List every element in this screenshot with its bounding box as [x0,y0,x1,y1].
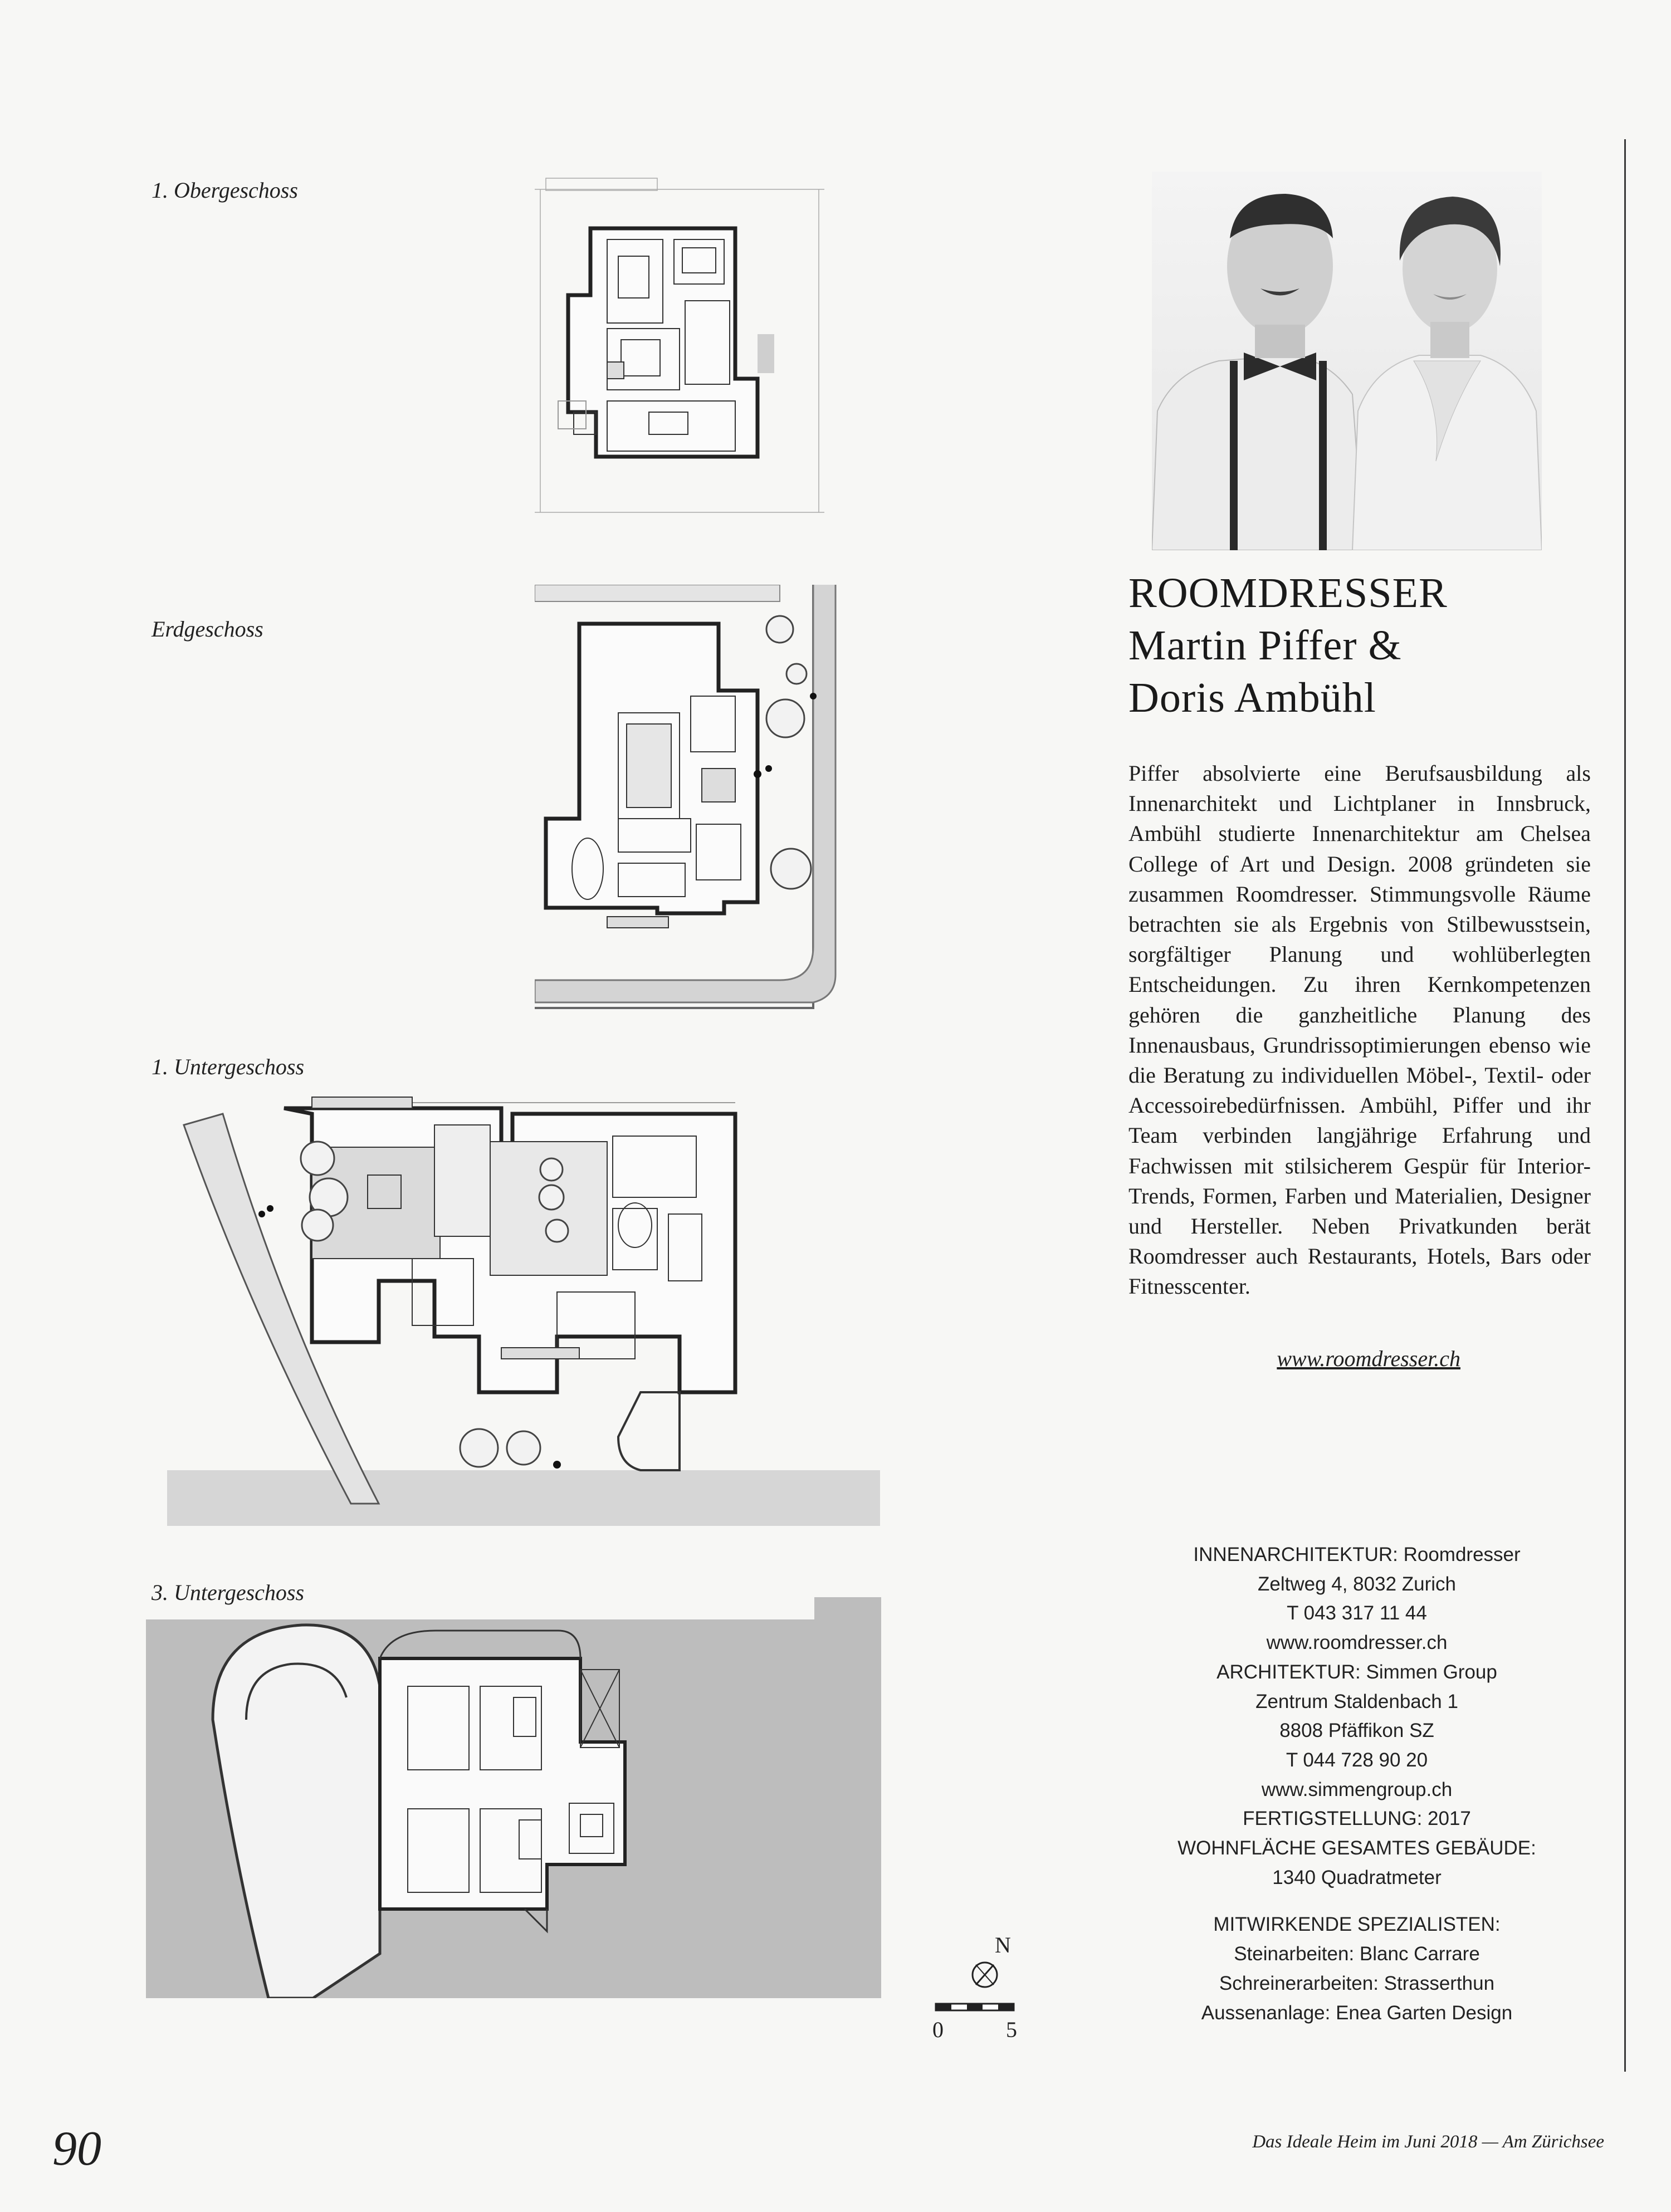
plan-label-basement-3: 3. Untergeschoss [152,1580,305,1605]
credit-line: WOHNFLÄCHE GESAMTES GEBÄUDE: [1177,1837,1536,1859]
specialist-line: Steinarbeiten: Blanc Carrare [1234,1943,1480,1965]
page-edge-rule [1624,139,1626,2072]
specialists-title: MITWIRKENDE SPEZIALISTEN: [1213,1914,1501,1936]
floor-plan-basement-3 [146,1597,881,1998]
publication-footer: Das Ideale Heim im Juni 2018 — Am Zürichsee [1252,2132,1604,2152]
website-link[interactable]: www.roomdresser.ch [1277,1346,1460,1371]
plan-label-upper-floor: 1. Obergeschoss [152,178,298,203]
heading-brand: ROOMDRESSER [1128,570,1448,616]
credit-line: T 044 728 90 20 [1286,1749,1428,1771]
designer-bio-text: Piffer absolvierte eine Berufsausbildung als Innenarchitekt und Lichtplaner in Innsbruck, Ambühl studierte Innenarchitektur am Chelsea College of Art und Design. 2008 gründeten sie zusammen Roomdresser. Stimmungsvolle Räume betrachten sie als Ergebnis von Stilbewusstsein, sorgfältiger Planung und wohlüberlegten Entscheidungen. Zu ihren Kernkompetenzen gehören die ganzheitliche Planung des Innenausbaus, Grundrissoptimierungen ebenso wie die Beratung zu individuellen Möbel-, Textil- oder Accessoirebedürfnissen. Ambühl, Piffer und ihr Team verbinden langjährige Erfahrung und Fachwissen mit stilsicherem Gespür für Interior-Trends, Formen, Farben und Materialien, Designer und Hersteller. Neben Privatkunden berät Roomdresser auch Restaurants, Hotels, Bars oder Fitnesscenter. [1128,761,1591,1299]
credit-line: INNENARCHITEKTUR: Roomdresser [1193,1544,1521,1565]
floor-plan-upper [524,167,836,535]
specialist-line: Schreinerarbeiten: Strasserthun [1219,1972,1495,1994]
heading-name-1: Martin Piffer & [1128,622,1402,669]
plan-label-basement-1: 1. Untergeschoss [152,1054,305,1079]
designer-heading [1128,567,1608,724]
designer-portrait-photo [1152,172,1542,550]
plan-label-ground-floor: Erdgeschoss [152,616,263,642]
credit-line: 1340 Quadratmeter [1272,1866,1442,1888]
north-label: N [995,1932,1011,1957]
heading-name-2: Doris Ambühl [1128,674,1376,721]
project-credits [1173,1540,1541,2028]
scale-start-label: 0 [932,2017,944,2042]
page-number: 90 [52,2122,101,2176]
floor-plan-ground [535,585,880,1019]
credit-line: Zeltweg 4, 8032 Zurich [1257,1573,1456,1595]
credit-line: 8808 Pfäffikon SZ [1279,1720,1434,1742]
credit-line: FERTIGSTELLUNG: 2017 [1243,1808,1471,1830]
credit-line: ARCHITEKTUR: Simmen Group [1216,1661,1497,1683]
scale-end-label: 5 [1006,2017,1017,2042]
credit-line: Zentrum Staldenbach 1 [1255,1690,1458,1712]
floor-plan-basement-1 [167,1080,880,1526]
specialist-line: Aussenanlage: Enea Garten Design [1201,2001,1513,2024]
north-arrow-scale [929,1932,1024,2044]
credit-line: www.roomdresser.ch [1266,1632,1448,1654]
credit-line: www.simmengroup.ch [1261,1778,1453,1800]
scale-bar [936,2004,1014,2010]
credit-line: T 043 317 11 44 [1287,1602,1427,1624]
